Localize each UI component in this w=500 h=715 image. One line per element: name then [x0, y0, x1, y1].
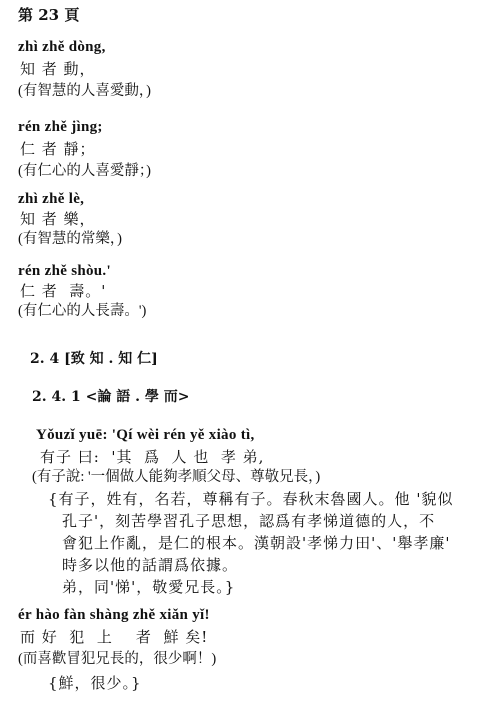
translation-line: (而喜歡冒犯兄長的，很少啊！)	[18, 651, 217, 667]
section-heading: 2. 4 [致 知 . 知 仁]	[30, 351, 158, 367]
translation-line: (有子說: '一個做人能夠孝順父母、尊敬兄長，)	[32, 469, 321, 485]
note-line: 時多以他的話謂爲依據。	[62, 556, 239, 574]
chinese-line: 仁 者 靜；	[20, 140, 96, 158]
note-line: {有子，姓有，名若，尊稱有子。春秋末魯國人。他 '貌似	[48, 490, 454, 508]
translation-line: (有智慧的人喜愛動，)	[18, 83, 151, 99]
pinyin-line: ér hào fàn shàng zhě xiǎn yǐ!	[18, 607, 210, 623]
pinyin-line: rén zhě shòu.'	[18, 263, 111, 279]
note-line: 孔子'，刻苦學習孔子思想，認爲有孝悌道德的人，不	[62, 512, 436, 530]
pinyin-line: rén zhě jìng;	[18, 119, 103, 135]
chinese-line: 有子 曰: '其 爲 人 也 孝 弟,	[40, 448, 265, 466]
chinese-line: 知 者 樂，	[20, 210, 96, 228]
note-line: 弟，同'悌'，敬愛兄長。}	[62, 578, 236, 596]
pinyin-line: zhì zhě dòng,	[18, 39, 106, 55]
pinyin-line: Yǒuzǐ yuē: 'Qí wèi rén yě xiào tì,	[36, 427, 255, 443]
note-line: 會犯上作亂，是仁的根本。漢朝設'孝悌力田'、'舉孝廉'	[62, 534, 451, 552]
translation-line: (有仁心的人喜愛靜；)	[18, 163, 151, 179]
page-header: 第 23 頁	[18, 6, 80, 24]
subsection-heading: 2. 4. 1 <論 語 . 學 而>	[32, 389, 190, 405]
chinese-line: 知 者 動，	[20, 60, 96, 78]
chinese-line: 仁 者 壽。'	[20, 282, 107, 300]
translation-line: (有智慧的常樂，)	[18, 231, 122, 247]
translation-line: (有仁心的人長壽。')	[18, 303, 147, 319]
chinese-line: 而 好 犯 上 者 鮮 矣!	[20, 628, 209, 646]
pinyin-line: zhì zhě lè,	[18, 191, 85, 207]
note-line: {鮮，很少。}	[48, 674, 142, 692]
